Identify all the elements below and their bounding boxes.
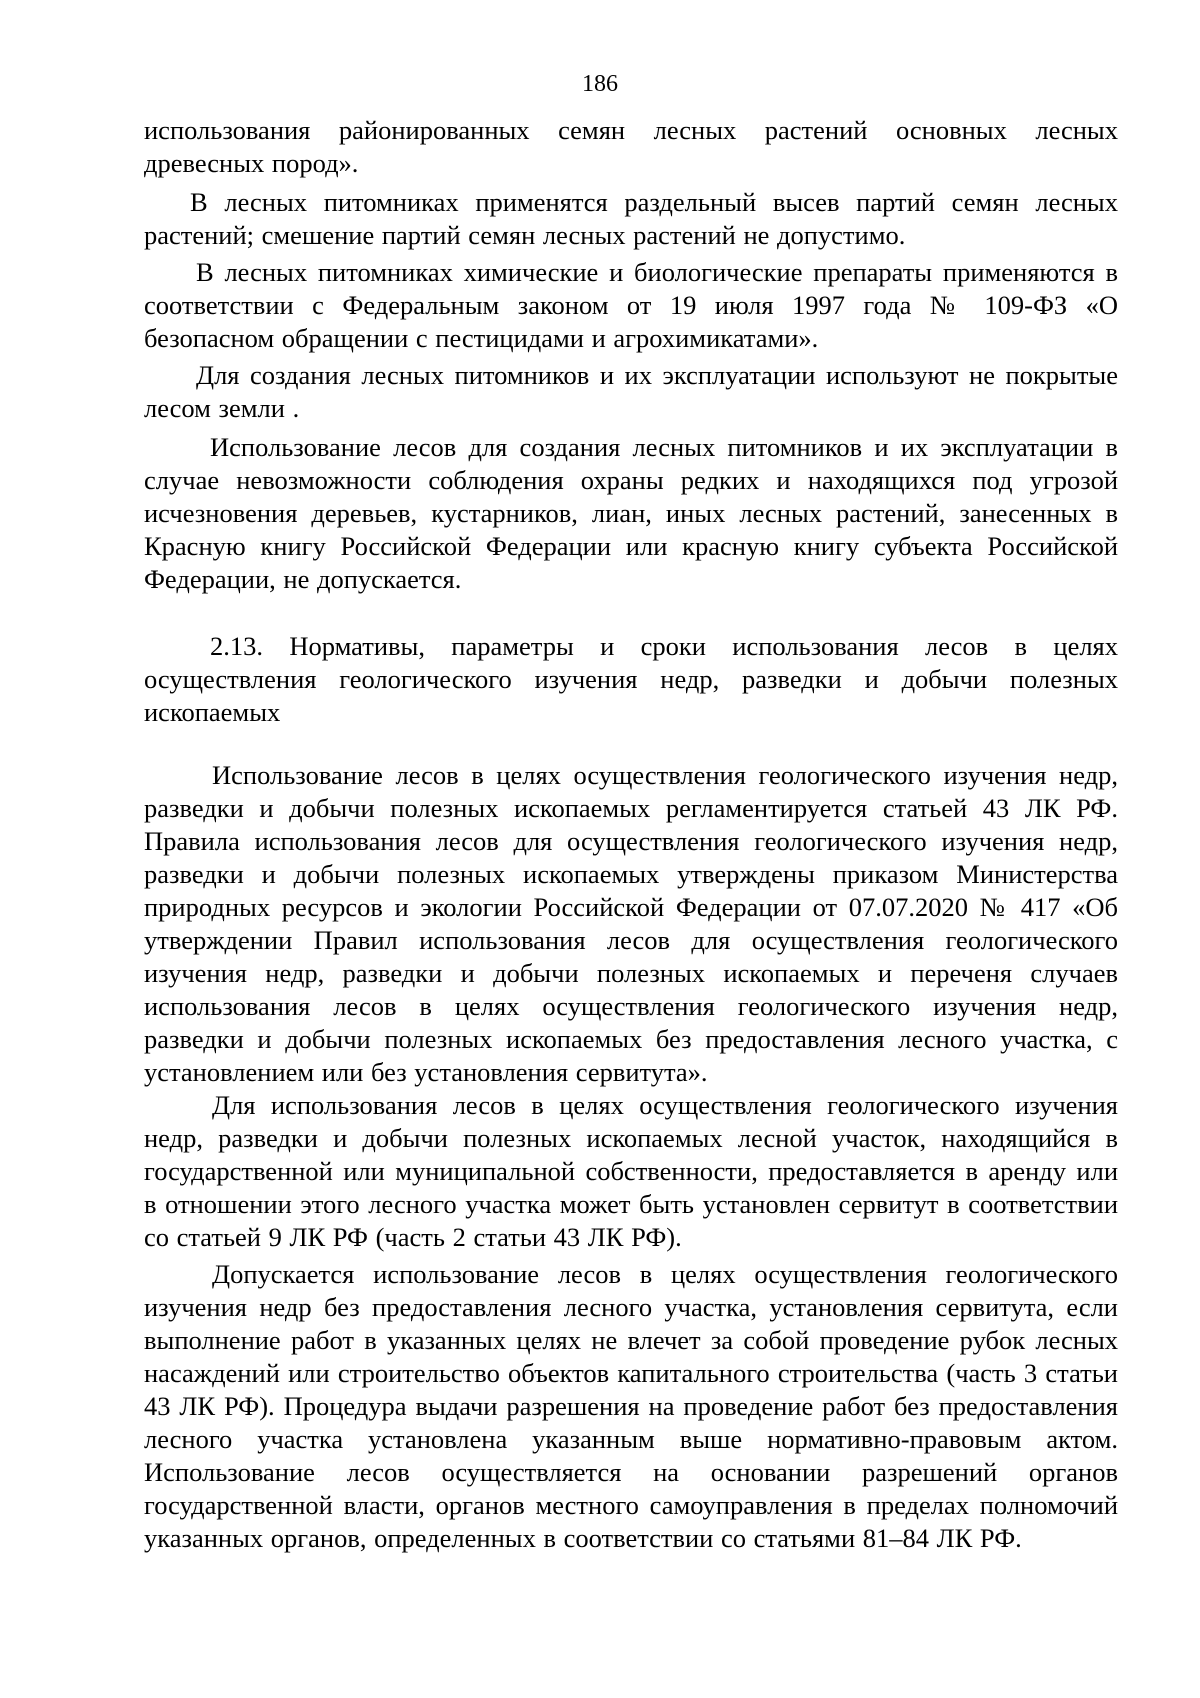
paragraph-regulation: Использование лесов в целях осуществления геологического изучения недр, разведки и добычи полезных ископаемых регламентируется статьей 43 ЛК РФ. Правила использования лесов для осуществления геологического изучения недр, разведки и добычи полезных ископаемых утверждены приказом Министерства природных ресурсов и экологии Российской Федерации от 07.07.2020 № 417 «Об утверждении Правил использования лесов для осуществления геологического изучения недр, разведки и добычи полезных ископаемых и переченя случаев использования лесов в целях осуществления геологического изучения недр, разведки и добычи полезных ископаемых без предоставления лесного участка, с установлением или без установления сервитута». [144,760,1118,1087]
paragraph-permission: Допускается использование лесов в целях осуществления геологического изучения недр без предоставления лесного участка, установления сервитута, если выполнение работ в указанных целях не влечет за собой проведение рубок лесных насаждений или строительство объектов капитального строительства (часть 3 статьи 43 ЛК РФ). Процедура выдачи разрешения на проведение работ без предоставления лесного участка установлена указанным выше нормативно-правовым актом. Использование лесов осуществляется на основании разрешений органов государственной власти, органов местного самоуправления в пределах полномочий указанных органов, определенных в соответствии со статьями 81–84 ЛК РФ. [144,1259,1118,1553]
paragraph-continued: использования районированных семян лесных растений основных лесных древесных пород». [144,115,1118,178]
paragraph-chemical-preparations: В лесных питомниках химические и биологические препараты применяются в соответствии с Федеральным законом от 19 июля 1997 года № 109-ФЗ «О безопасном обращении с пестицидами и агрохимикатами». [144,257,1118,353]
page-number: 186 [582,71,618,97]
paragraph-protection-restriction: Использование лесов для создания лесных питомников и их эксплуатации в случае невозможности соблюдения охраны редких и находящихся под угрозой исчезновения деревьев, кустарников, лиан, иных лесных растений, занесенных в Красную книгу Российской Федерации или красную книгу субъекта Российской Федерации, не допускается. [144,432,1118,594]
section-heading: 2.13. Нормативы, параметры и сроки использования лесов в целях осуществления геологического изучения недр, разведки и добычи полезных ископаемых [144,631,1118,727]
paragraph-nursery-lands: Для создания лесных питомников и их эксплуатации используют не покрытые лесом земли . [144,360,1118,423]
document-body [144,114,1118,1555]
paragraph-lease: Для использования лесов в целях осуществления геологического изучения недр, разведки и добычи полезных ископаемых лесной участок, находящийся в государственной или муниципальной собственности, предоставляется в аренду или в отношении этого лесного участка может быть установлен сервитут в соответствии со статьей 9 ЛК РФ (часть 2 статьи 43 ЛК РФ). [144,1090,1118,1252]
paragraph-seed-sowing: В лесных питомниках применятся раздельный высев партий семян лесных растений; смешение партий семян лесных растений не допустимо. [144,187,1118,250]
